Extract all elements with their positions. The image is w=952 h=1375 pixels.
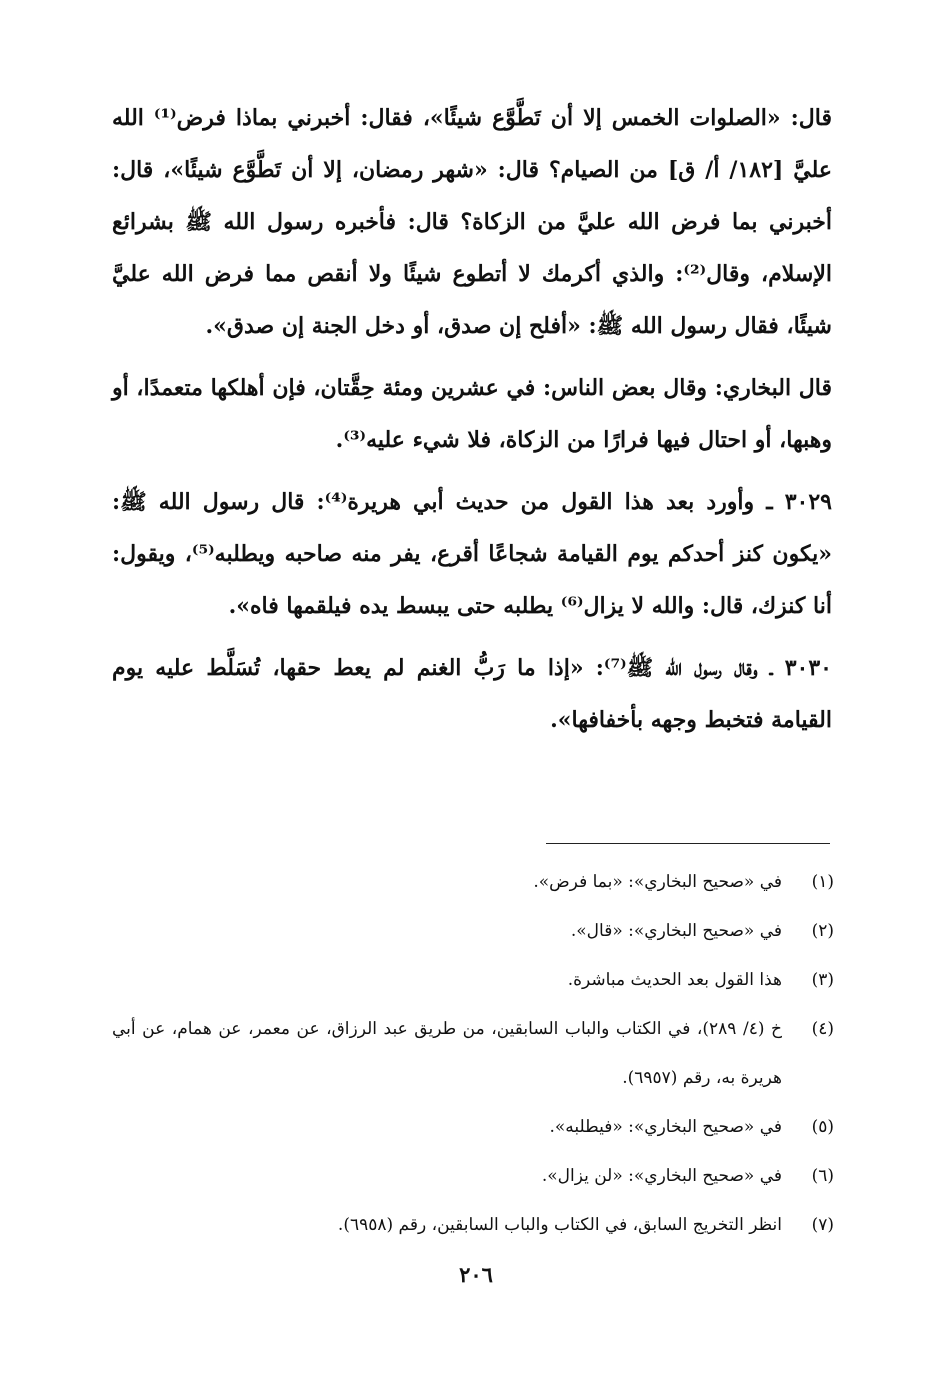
footnote-text: في «صحيح البخاري»: «لن يزال». — [541, 1166, 782, 1186]
footnote-number: (١) — [811, 872, 834, 892]
paragraph-hadith-3030: ٣٠٣٠ ـ وقال رسول الله ﷺ⁽⁷⁾: «إذا ما رَبُّ الغنم لم يعط حقها، تُسَلَّط عليه يوم القيامة فتخبط وجهه بأخفافها». — [112, 655, 832, 733]
footnote-text: خ (٤/ ٢٨٩)، في الكتاب والباب السابقين، من طريق عبد الرزاق، عن معمر، عن همام، عن أبي هريرة به، رقم (٦٩٥٧). — [112, 1019, 782, 1088]
footnote-number: (٥) — [811, 1117, 834, 1137]
footnote-text: في «صحيح البخاري»: «قال». — [570, 921, 782, 941]
footnote-4 — [112, 1005, 834, 1103]
footnote-5 — [112, 1103, 834, 1152]
page-number: ٢٠٦ — [459, 1262, 493, 1287]
paragraph-2: قال البخاري: وقال بعض الناس: في عشرين ومئة حِقَّتان، فإن أهلكها متعمدًا، أو وهبها، أو احتال فيها فرارًا من الزكاة، فلا شيء عليه⁽³⁾. — [112, 375, 832, 453]
footnote-text: في «صحيح البخاري»: «فيطلبه». — [549, 1117, 782, 1137]
footnote-3 — [112, 956, 834, 1005]
footnote-text: انظر التخريج السابق، في الكتاب والباب السابقين، رقم (٦٩٥٨). — [337, 1215, 782, 1235]
footnote-2 — [112, 907, 834, 956]
footnote-text: هذا القول بعد الحديث مباشرة. — [567, 970, 782, 990]
footnote-number: (٤) — [811, 1019, 834, 1039]
footnotes — [112, 858, 834, 1250]
footnote-number: (٣) — [811, 970, 834, 990]
main-text — [112, 92, 832, 756]
footnote-number: (٢) — [811, 921, 834, 941]
footnote-1 — [112, 858, 834, 907]
footnote-text: في «صحيح البخاري»: «بما فرض». — [533, 872, 782, 892]
footnote-number: (٧) — [811, 1215, 834, 1235]
paragraph-hadith-3029: ٣٠٢٩ ـ وأورد بعد هذا القول من حديث أبي هريرة⁽⁴⁾: قال رسول الله ﷺ: «يكون كنز أحدكم يوم القيامة شجاعًا أقرع، يفر منه صاحبه ويطلبه⁽⁵⁾، ويقول: أنا كنزك، قال: والله لا يزال⁽⁶⁾ يطلبه حتى يبسط يده فيلقمها فاه». — [112, 489, 832, 619]
footnote-separator — [546, 843, 830, 844]
paragraph-1: قال: «الصلوات الخمس إلا أن تَطَّوَّع شيئًا»، فقال: أخبرني بماذا فرض⁽¹⁾ الله عليَّ [١٨٢/ أ/ ق] من الصيام؟ قال: «شهر رمضان، إلا أن تَطَّوَّع شيئًا»، قال: أخبرني بما فرض الله عليَّ من الزكاة؟ قال: فأخبره رسول الله ﷺ بشرائع الإسلام، وقال⁽²⁾: والذي أكرمك لا أتطوع شيئًا ولا أنقص مما فرض الله عليَّ شيئًا، فقال رسول الله ﷺ: «أفلح إن صدق، أو دخل الجنة إن صدق». — [112, 105, 832, 339]
footnote-6 — [112, 1152, 834, 1201]
footnote-7 — [112, 1201, 834, 1250]
footnote-number: (٦) — [811, 1166, 834, 1186]
